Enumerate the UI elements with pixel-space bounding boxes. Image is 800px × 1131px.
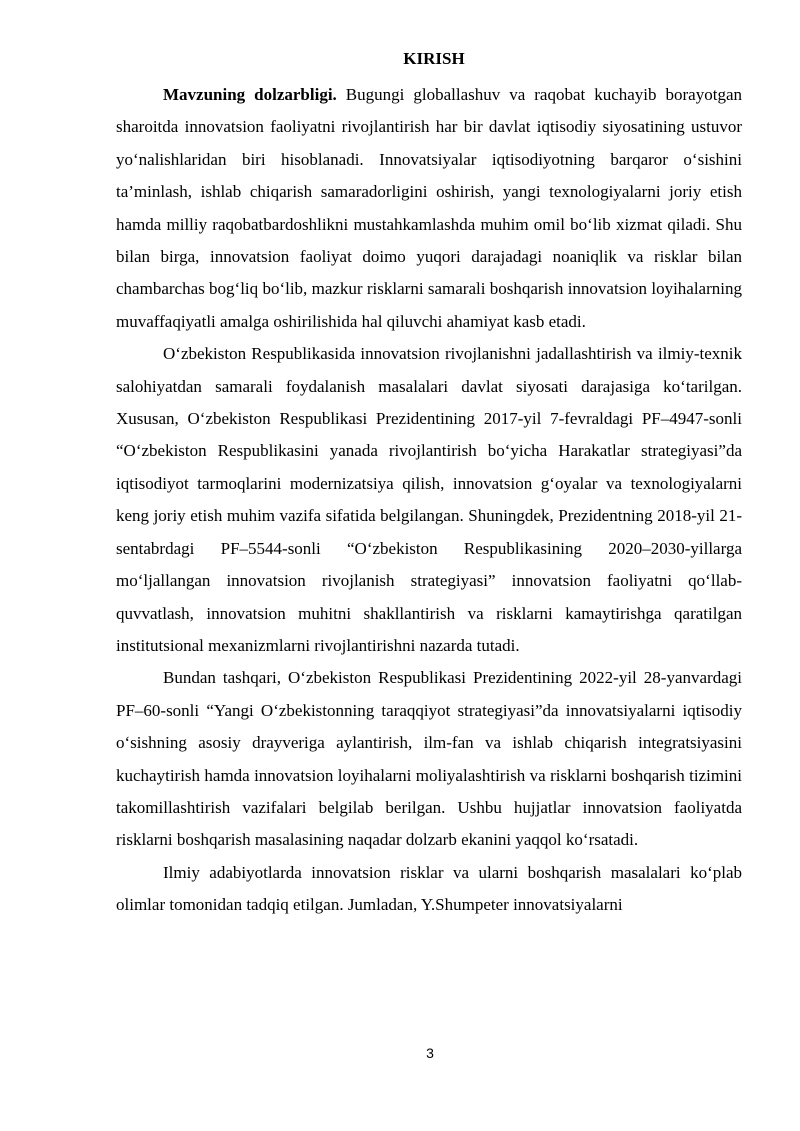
paragraph-text: O‘zbekiston Respublikasida innovatsion rivojlanishni jadallashtirish va ilmiy-texnik salohiyatdan samarali foydalanish masalalari davlat siyosati darajasiga ko‘tarilgan. Xususan, O‘zbekiston Respublikasi Prezidentining 2017-yil 7-fevraldagi PF–4947-sonli “O‘zbekiston Respublikasini yanada rivojlantirish bo‘yicha Harakatlar strategiyasi”da iqtisodiyot tarmoqlarini modernizatsiya qilish, innovatsion g‘oyalar va texnologiyalarni keng joriy etish muhim vazifa sifatida belgilangan. Shuningdek, Prezidentning 2018-yil 21-sentabrdagi PF–5544-sonli “O‘zbekiston Respublikasining 2020–2030-yillarga mo‘ljallangan innovatsion rivojlanish strategiyasi” innovatsion faoliyatni qo‘llab-quvvatlash, innovatsion muhitni shakllantirish va risklarni kamaytirishga qaratilgan institutsional mexanizmlarni rivojlantirishni nazarda tutadi. xyxy=(116,344,742,655)
paragraph-relevance xyxy=(116,79,742,338)
paragraph-development-strategy xyxy=(116,662,742,856)
paragraph-state-policy xyxy=(116,338,742,662)
paragraph-text: Bundan tashqari, O‘zbekiston Respublikasi Prezidentining 2022-yil 28-yanvardagi PF–60-sonli “Yangi O‘zbekistonning taraqqiyot strategiyasi”da innovatsiyalarni iqtisodiy o‘sishning asosiy drayveriga aylantirish, ilm-fan va ishlab chiqarish integratsiyasini kuchaytirish hamda innovatsion loyihalarni moliyalashtirish va risklarni boshqarish tizimini takomillashtirish vazifalari belgilab berilgan. Ushbu hujjatlar innovatsion faoliyatda risklarni boshqarish masalasining naqadar dolzarb ekanini yaqqol ko‘rsatadi. xyxy=(116,668,742,850)
paragraph-literature xyxy=(116,857,742,922)
document-page xyxy=(116,47,742,922)
paragraph-text: Bugungi globallashuv va raqobat kuchayib borayotgan sharoitda innovatsion faoliyatni rivojlantirish har bir davlat iqtisodiy siyosatining ustuvor yo‘nalishlaridan biri hisoblanadi. Innovatsiyalar iqtisodiyotning barqaror o‘sishini ta’minlash, ishlab chiqarish samaradorligini oshirish, yangi texnologiyalarni joriy etish hamda milliy raqobatbardoshlikni mustahkamlashda muhim omil bo‘lib xizmat qiladi. Shu bilan birga, innovatsion faoliyat doimo yuqori darajadagi noaniqlik va risklar bilan chambarchas bog‘liq bo‘lib, mazkur risklarni samarali boshqarish innovatsion loyihalarning muvaffaqiyatli amalga oshirilishida hal qiluvchi ahamiyat kasb etadi. xyxy=(116,85,742,331)
section-heading: KIRISH xyxy=(403,49,465,68)
paragraph-lead: Mavzuning dolzarbligi. xyxy=(163,85,337,104)
page-number: 3 xyxy=(426,1045,434,1061)
paragraph-text: Ilmiy adabiyotlarda innovatsion risklar va ularni boshqarish masalalari ko‘plab olimlar tomonidan tadqiq etilgan. Jumladan, Y.Shumpeter innovatsiyalarni xyxy=(116,862,742,915)
